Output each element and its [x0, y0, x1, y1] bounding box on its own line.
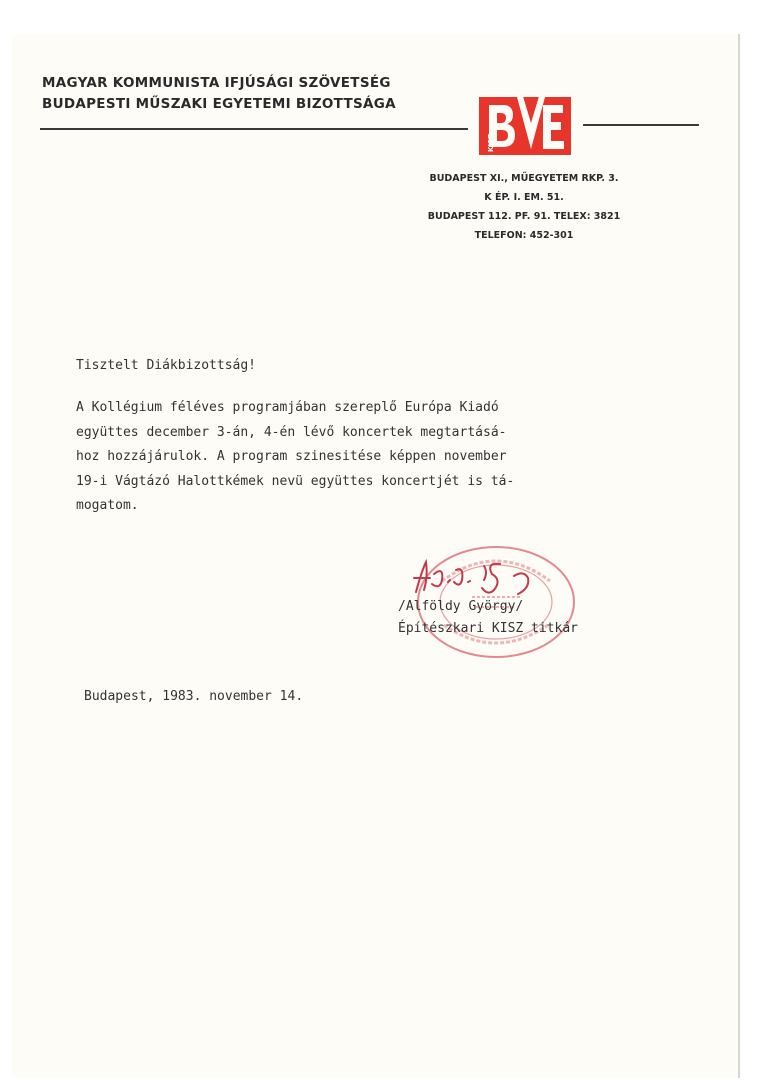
handwritten-signature — [410, 552, 560, 602]
body-line: A Kollégium féléves programjában szereplő Európa Kiadó — [76, 400, 499, 415]
body-line: hoz hozzájárulok. A program szinesitése képpen november — [76, 449, 507, 464]
kisz-bme-logo — [479, 91, 571, 155]
letterhead-organization — [42, 73, 396, 115]
address-line: BUDAPEST 112. PF. 91. TELEX: 3821 — [427, 211, 621, 222]
address-line: BUDAPEST XI., MŰEGYETEM RKP. 3. — [429, 173, 619, 184]
place-and-date: Budapest, 1983. november 14. — [84, 689, 304, 704]
org-name-line-2: BUDAPESTI MŰSZAKI EGYETEMI BIZOTTSÁGA — [42, 96, 396, 112]
letterhead-address — [404, 169, 644, 245]
signer-name: /Alföldy György/ — [398, 599, 524, 614]
letterhead-rule-right — [583, 124, 699, 126]
body-line: együttes december 3-án, 4-én lévő koncertek megtartásá- — [76, 424, 507, 440]
logo-kisz-text: KISZ — [487, 133, 495, 152]
body-line: 19-i Vágtázó Halottkémek nevü együttes koncertjét is tá- — [76, 473, 515, 489]
signer-block — [398, 596, 578, 640]
salutation: Tisztelt Diákbizottság! — [76, 358, 257, 373]
signer-title: Építészkari KISZ titkár — [398, 621, 579, 636]
letterhead-rule-left — [40, 128, 468, 130]
address-line: TELEFON: 452-301 — [474, 230, 574, 241]
body-line: mogatom. — [76, 498, 139, 513]
letter-body — [76, 396, 514, 519]
org-name-line-1: MAGYAR KOMMUNISTA IFJÚSÁGI SZÖVETSÉG — [42, 75, 391, 91]
address-line: K ÉP. I. EM. 51. — [484, 192, 564, 203]
